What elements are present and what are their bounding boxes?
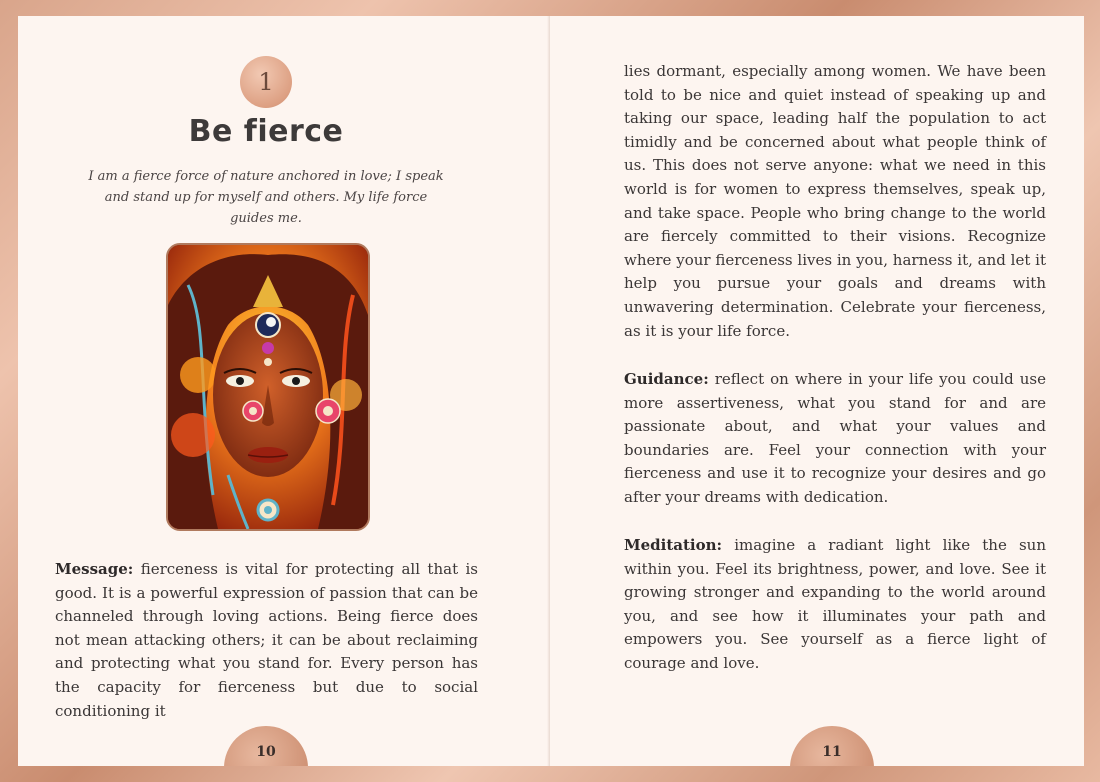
oracle-card-image — [166, 243, 370, 531]
continued-paragraph: lies dormant, especially among women. We have been told to be nice and quiet instead of speaking up and taking our space, leading half the population to act timidly and be concerned about what people think of us. This does not serve anyone: what we need in this world is for women to express themselves, speak up, and take space. People who bring change to the world are fiercely committed to their visions. Recognize where your fierceness lives in you, harness it, and let it help you pursue your goals and dreams with unwavering determination. Celebrate your fierceness, as it is your life force. — [624, 62, 1046, 340]
meditation-label: Meditation: — [624, 536, 723, 554]
page-number: 10 — [256, 744, 276, 760]
page-number-tab-right — [790, 726, 874, 766]
page-number-tab-left — [224, 726, 308, 766]
meditation-paragraph — [624, 534, 1046, 676]
guidance-label: Guidance: — [624, 370, 709, 388]
page-number: 11 — [822, 744, 842, 760]
guidance-text: reflect on where in your life you could use more assertiveness, what you stand for and are passionate about, and what your values and boundaries are. Feel your connection with your fierceness and use it to recognize your desires and go after your dreams with dedication. — [624, 370, 1046, 506]
card-number-badge — [240, 56, 292, 108]
guidance-paragraph — [624, 368, 1046, 510]
right-page — [550, 16, 1084, 766]
message-paragraph — [55, 558, 478, 723]
message-label: Message: — [55, 560, 134, 578]
meditation-text: imagine a radiant light like the sun within you. Feel its brightness, power, and love. See it growing stronger and expanding to the world around you, and see how it illuminates your path and empowers you. See yourself as a fierce light of courage and love. — [624, 536, 1046, 672]
card-number: 1 — [258, 68, 274, 96]
affirmation-text: I am a fierce force of nature anchored in love; I speak and stand up for myself and others. My life force guides me. — [88, 169, 444, 226]
card-title: Be fierce — [188, 114, 344, 149]
message-text: fierceness is vital for protecting all that is good. It is a powerful expression of passion that can be channeled through loving actions. Being fierce does not mean attacking others; it can be about reclaiming and protecting what you stand for. Every person has the capacity for fierceness but due to social conditioning it — [55, 560, 478, 720]
left-page — [18, 16, 550, 766]
